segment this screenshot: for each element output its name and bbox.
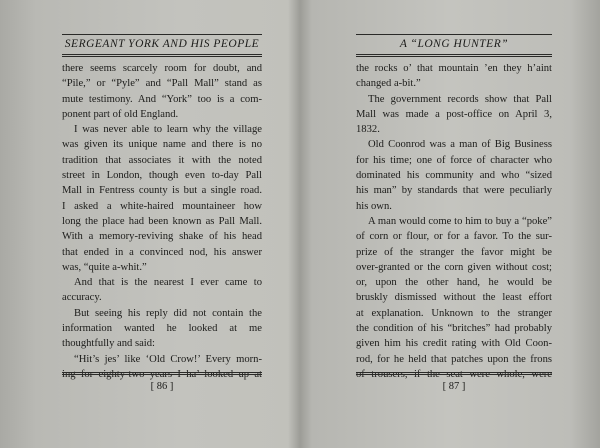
text-line: of trousers, if the seat were whole, were xyxy=(356,368,552,380)
footer-rule xyxy=(356,372,552,375)
text-line: changed a-bit.” xyxy=(356,78,421,90)
text-line: prize of the stranger the favor might be xyxy=(356,246,552,258)
text-line: was given its unique name and there is no xyxy=(62,139,262,151)
running-head-right: A “LONG HUNTER” xyxy=(399,38,509,50)
text-line: ponent part of old England. xyxy=(62,108,179,120)
text-line: 1832. xyxy=(356,124,380,136)
left-page-text xyxy=(62,61,262,382)
text-line: or, upon the other hand, he would be xyxy=(356,277,552,289)
text-line: information wanted he looked at me xyxy=(62,323,262,335)
text-line: bruskly dismissed without the least effort xyxy=(356,292,552,304)
text-line: Mall in Fentress county is but a single road. xyxy=(62,185,262,197)
text-line: his man” by standards that were peculiarly xyxy=(356,185,552,197)
text-line: The government records show that Pall xyxy=(368,93,552,105)
text-line: over-granted or the corn given without cost; xyxy=(356,261,552,273)
text-line: of corn or flour, or for a favor. To the sur- xyxy=(356,231,552,243)
text-line: Old Coonrod was a man of Big Business xyxy=(368,139,552,151)
text-line: rod, for he held that patches upon the frons xyxy=(356,353,552,365)
text-line: “Hit’s jes’ like ‘Old Crow!’ Every morn- xyxy=(74,353,262,365)
text-line: for his time; one of force of character who xyxy=(356,154,552,166)
text-line: “Pile,” or “Pyle” and “Pall Mall” stand as xyxy=(62,78,262,90)
text-line: there seems scarcely room for doubt, and xyxy=(62,63,262,74)
text-line: I was never able to learn why the village xyxy=(74,124,262,136)
text-line: accuracy. xyxy=(62,292,102,304)
header-rule-top xyxy=(356,34,552,35)
text-line: the rocks o’ that mountain ’en they h’aint xyxy=(356,63,552,74)
text-line: But seeing his reply did not contain the xyxy=(74,307,262,319)
page-number-left: [ 86 ] xyxy=(150,381,174,392)
text-line: street in London, though even to-day Pall xyxy=(62,170,262,182)
footer-rule xyxy=(62,372,262,375)
text-line: tradition that associates it with the noted xyxy=(62,154,262,166)
text-line: was, “quite a-whit.” xyxy=(62,261,147,273)
header-rule-bottom xyxy=(62,54,262,57)
text-line: that ended in a convinced nod, his answer xyxy=(62,246,262,258)
text-line: his own. xyxy=(356,200,392,212)
right-page-text xyxy=(356,61,552,382)
text-line: A man would come to him to buy a “poke” xyxy=(368,215,552,227)
text-line: I asked a white-haired mountaineer how xyxy=(62,200,262,212)
header-rule-top xyxy=(62,34,262,35)
running-head-left: SERGEANT YORK AND HIS PEOPLE xyxy=(64,38,260,50)
text-line: given him his credit rating with Old Coon- xyxy=(356,338,552,350)
text-line: thoughtfully and said: xyxy=(62,338,155,350)
text-line: the condition of his “britches” had probably xyxy=(356,323,552,335)
text-line: And that is the nearest I ever came to xyxy=(74,277,262,289)
header-rule-bottom xyxy=(356,54,552,57)
text-line: dominated his community and who “sized xyxy=(356,170,552,182)
text-line: ing for eighty-two years I ha’ looked up at xyxy=(62,368,262,380)
right-page xyxy=(300,0,600,448)
text-line: With a memory-reviving shake of his head xyxy=(62,231,262,243)
text-line: at explanation. Unknown to the stranger xyxy=(356,307,552,319)
text-line: Mall was made a post-office on April 3, xyxy=(356,108,552,120)
text-line: long the place had been known as Pall Mall. xyxy=(62,215,262,227)
page-number-right: [ 87 ] xyxy=(442,381,466,392)
text-line: mute testimony. And “York” too is a com- xyxy=(62,93,262,105)
